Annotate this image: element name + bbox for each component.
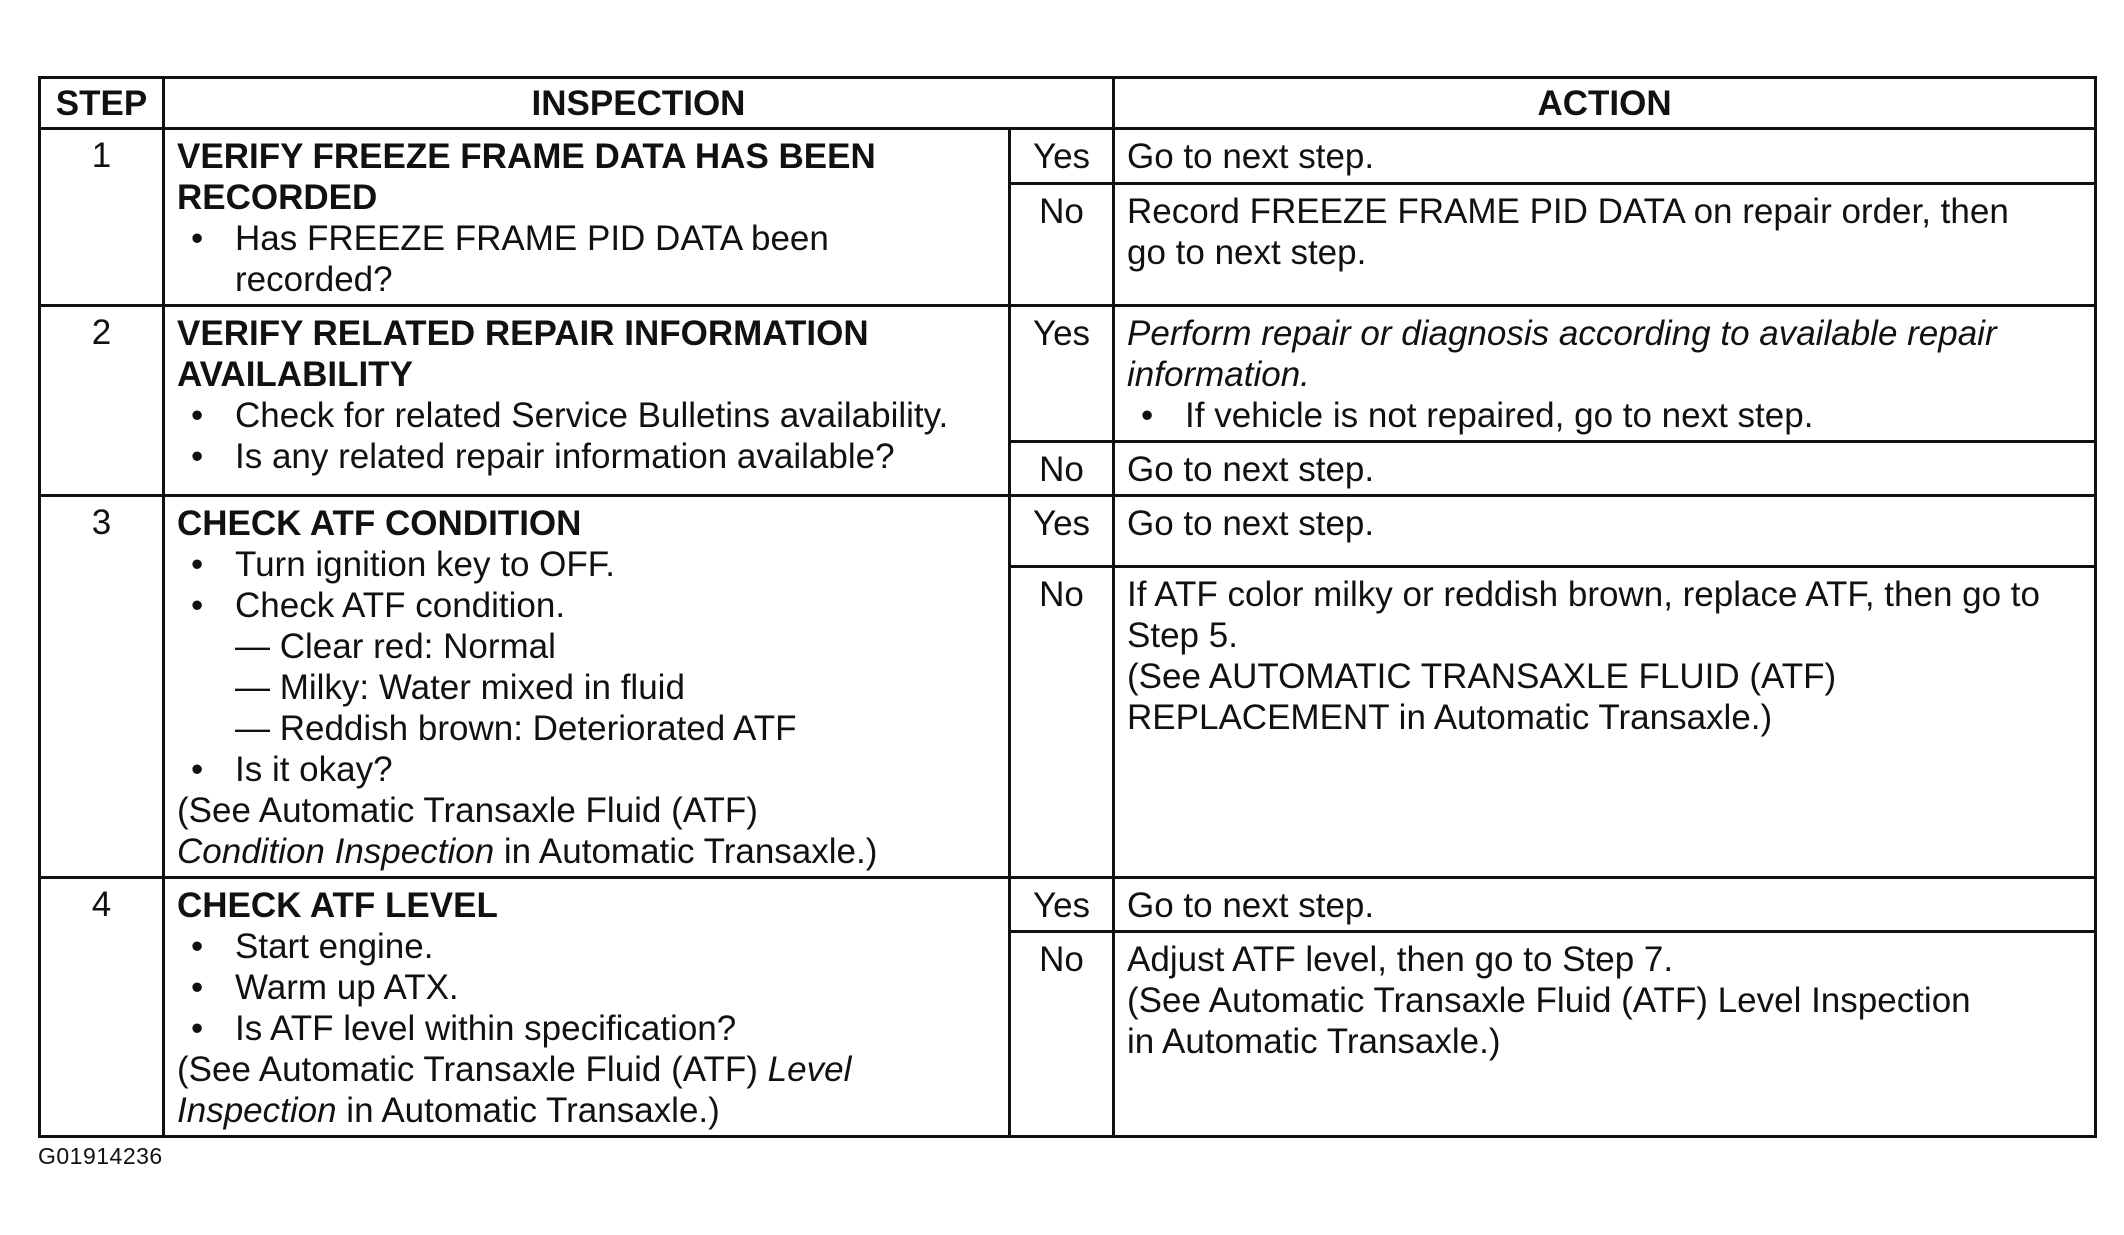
- bullet-icon: •: [191, 750, 204, 789]
- header-step: STEP: [40, 78, 164, 129]
- header-row: [40, 78, 2096, 129]
- inspection-bullet: • Is any related repair information available?: [191, 437, 895, 476]
- step-number: 1: [40, 129, 164, 306]
- inspection-cell-step-4: [164, 878, 1010, 1137]
- step-number: 2: [40, 306, 164, 496]
- table-row-step-3-yes: [40, 496, 2096, 567]
- inspection-subitem: — Milky: Water mixed in fluid: [235, 668, 685, 707]
- inspection-subitem: — Clear red: Normal: [235, 627, 556, 666]
- inspection-bullet: • Has FREEZE FRAME PID DATA been recorded?: [191, 219, 829, 299]
- answer-yes: Yes: [1010, 129, 1114, 184]
- step-number: 4: [40, 878, 164, 1137]
- table-row-step-1-yes: [40, 129, 2096, 184]
- diagnostic-table: [38, 76, 2097, 1138]
- action-bullet: • If vehicle is not repaired, go to next step.: [1141, 396, 1814, 435]
- table-row-step-4-yes: [40, 878, 2096, 932]
- reference-line: Condition Inspection in Automatic Transaxle.): [177, 832, 878, 871]
- inspection-bullet: • Check for related Service Bulletins availability.: [191, 396, 949, 435]
- answer-no: No: [1010, 566, 1114, 877]
- reference-line: (See Automatic Transaxle Fluid (ATF): [177, 791, 758, 830]
- bullet-icon: •: [191, 396, 204, 435]
- inspection-bullet: • Check ATF condition.: [191, 586, 566, 625]
- inspection-title: CHECK ATF CONDITION: [177, 504, 582, 543]
- action-yes: Go to next step.: [1114, 496, 2096, 567]
- bullet-icon: •: [191, 968, 204, 1007]
- answer-yes: Yes: [1010, 496, 1114, 567]
- answer-no: No: [1010, 442, 1114, 496]
- header-inspection: INSPECTION: [164, 78, 1114, 129]
- inspection-bullet: • Is ATF level within specification?: [191, 1009, 737, 1048]
- inspection-bullet: • Is it okay?: [191, 750, 393, 789]
- inspection-cell-step-1: [164, 129, 1010, 306]
- action-no: Go to next step.: [1114, 442, 2096, 496]
- inspection-bullet: • Start engine.: [191, 927, 434, 966]
- step-number: 3: [40, 496, 164, 878]
- table-row-step-2-yes: [40, 306, 2096, 442]
- reference-line: Inspection in Automatic Transaxle.): [177, 1091, 720, 1130]
- inspection-bullet: • Warm up ATX.: [191, 968, 459, 1007]
- action-no: Adjust ATF level, then go to Step 7. (See Automatic Transaxle Fluid (ATF) Level Inspection in Automatic Transaxle.): [1114, 932, 2096, 1137]
- action-no: Record FREEZE FRAME PID DATA on repair order, then go to next step.: [1114, 183, 2096, 305]
- answer-yes: Yes: [1010, 306, 1114, 442]
- header-action: ACTION: [1114, 78, 2096, 129]
- bullet-icon: •: [1141, 396, 1154, 435]
- inspection-title: VERIFY FREEZE FRAME DATA HAS BEEN RECORDED: [177, 137, 876, 217]
- action-yes: Go to next step.: [1114, 129, 2096, 184]
- bullet-icon: •: [191, 927, 204, 966]
- answer-no: No: [1010, 932, 1114, 1137]
- bullet-icon: •: [191, 437, 204, 476]
- inspection-subitem: — Reddish brown: Deteriorated ATF: [235, 709, 797, 748]
- figure-id: G01914236: [38, 1143, 163, 1169]
- inspection-cell-step-2: [164, 306, 1010, 496]
- reference-line: (See Automatic Transaxle Fluid (ATF) Level: [177, 1050, 852, 1089]
- inspection-title: CHECK ATF LEVEL: [177, 886, 498, 925]
- inspection-bullet: • Turn ignition key to OFF.: [191, 545, 615, 584]
- answer-yes: Yes: [1010, 878, 1114, 932]
- bullet-icon: •: [191, 545, 204, 584]
- answer-no: No: [1010, 183, 1114, 305]
- bullet-icon: •: [191, 586, 204, 625]
- action-no: If ATF color milky or reddish brown, replace ATF, then go to Step 5. (See AUTOMATIC TRANSAXLE FLUID (ATF) REPLACEMENT in Automatic Transaxle.): [1114, 566, 2096, 877]
- inspection-title: VERIFY RELATED REPAIR INFORMATION AVAILABILITY: [177, 314, 869, 394]
- bullet-icon: •: [191, 1009, 204, 1048]
- action-yes: Go to next step.: [1114, 878, 2096, 932]
- action-yes: Perform repair or diagnosis according to available repair information. • If vehicle is not repaired, go to next step.: [1114, 306, 2096, 442]
- bullet-icon: •: [191, 219, 204, 258]
- diagnostic-table-container: [38, 76, 2094, 1138]
- inspection-cell-step-3: [164, 496, 1010, 878]
